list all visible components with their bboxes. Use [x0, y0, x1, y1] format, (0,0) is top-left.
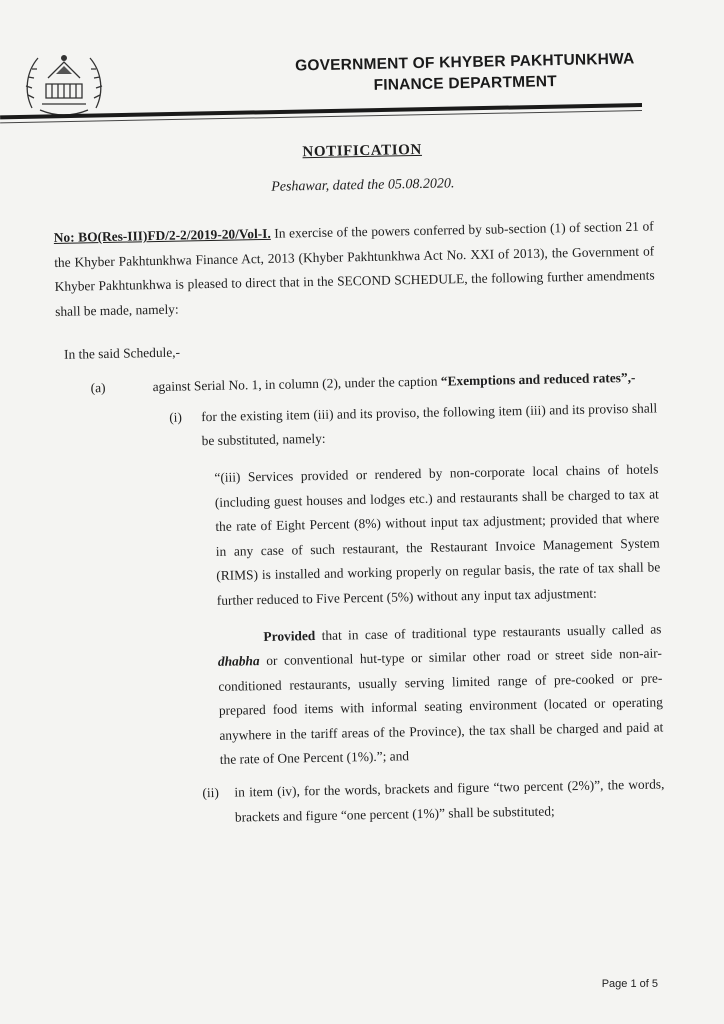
item-a-lead: against Serial No. 1, in column (2), under the caption: [152, 373, 441, 395]
notification-intro-text: In exercise of the powers conferred by sub-section (1) of section 21 of the Khyber Pakhtunkhwa Finance Act, 2013 (Khyber Pakhtunkhwa Act No. XXI of 2013), the Government of Khyber Pakhtunkhwa is pleased to direct that in the SECOND SCHEDULE, the following further amendments shall be made, namely:: [54, 218, 655, 319]
item-a-caption: “Exemptions and reduced rates”,-: [440, 369, 636, 389]
proviso-lead-word: Provided: [263, 627, 316, 644]
item-marker-a: (a): [90, 380, 106, 396]
substituted-proviso: [217, 617, 664, 773]
item-marker-i: (i): [169, 409, 183, 425]
item-a-text: [152, 366, 656, 400]
header-line-department: FINANCE DEPARTMENT: [373, 73, 558, 94]
amendment-item-ii: [202, 772, 665, 830]
item-i-text: for the existing item (iii) and its proviso, the following item (iii) and its proviso shall be substituted, namely:: [201, 400, 658, 449]
amendment-item-a: [56, 366, 656, 402]
notification-intro-paragraph: [54, 215, 656, 325]
page-number: Page 1 of 5: [601, 978, 658, 990]
item-marker-ii: (ii): [202, 784, 219, 801]
proviso-text-part2: or conventional hut-type or similar other road or street side non-air-conditioned restaurants, usually serving limited range of pre-cooked or pre-prepared food items with informal seating environment (located or operating anywhere in the tariff areas of the Province), the tax shall be charged and paid at the rate of One Percent (1%).”; and: [218, 645, 664, 768]
header-line-government: GOVERNMENT OF KHYBER PAKHTUNKHWA: [294, 50, 635, 75]
item-ii-text: in item (iv), for the words, brackets and figure “two percent (2%)”, the words, brackets and figure “one percent (1%)” shall be substituted;: [234, 776, 665, 825]
proviso-text-part1: that in case of traditional type restaurants usually called as: [315, 620, 662, 643]
notification-body: [52, 133, 665, 833]
notification-dateline: Peshawar, dated the 05.08.2020.: [271, 175, 455, 195]
substituted-item-iii: “(iii) Services provided or rendered by non-corporate local chains of hotels (including guest houses and lodges etc.) and restaurants shall be charged to tax at the rate of Eight Percent (8%) without input tax adjustment; provided that where in any case of such restaurant, the Restaurant Invoice Management System (RIMS) is installed and working properly on regular basis, the rate of tax shall be further reduced to Five Percent (5%) without any input tax adjustment:: [214, 461, 661, 608]
notification-reference-number: No: BO(Res-III)FD/2-2/2019-20/Vol-I.: [53, 226, 271, 246]
schedule-intro: In the said Schedule,-: [63, 344, 181, 362]
proviso-emphasis-dhabha: dhabha: [217, 653, 260, 670]
notification-title: NOTIFICATION: [302, 141, 423, 161]
government-header: [260, 48, 671, 99]
government-emblem-icon: [22, 48, 106, 122]
amendment-item-i: [169, 396, 658, 455]
